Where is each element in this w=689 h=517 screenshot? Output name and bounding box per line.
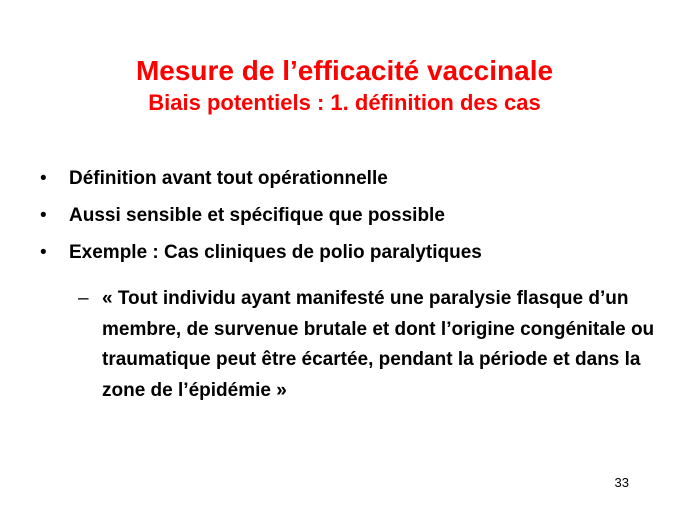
- slide-subtitle: Biais potentiels : 1. définition des cas: [148, 90, 541, 115]
- slide-title: Mesure de l’efficacité vaccinale: [135, 55, 554, 86]
- dash-icon: –: [78, 288, 89, 309]
- bullet-item: [40, 240, 660, 266]
- sub-bullet-item: [80, 284, 662, 406]
- page-number: 33: [614, 475, 629, 490]
- bullet-icon: •: [40, 242, 47, 263]
- bullet-text: Exemple : Cas cliniques de polio paralytiques: [69, 242, 482, 263]
- bullet-item: [40, 203, 660, 229]
- bullet-text: Définition avant tout opérationnelle: [69, 168, 388, 189]
- bullet-list: [40, 166, 660, 277]
- bullet-text: Aussi sensible et spécifique que possible: [69, 205, 445, 226]
- bullet-icon: •: [40, 205, 47, 226]
- bullet-item: [40, 166, 660, 192]
- sub-bullet-text: « Tout individu ayant manifesté une paralysie flasque d’un membre, de survenue brutale et dont l’origine congénitale ou traumatique peut être écartée, pendant la période et dans la zone de l’épidémie »: [102, 288, 655, 401]
- bullet-icon: •: [40, 168, 47, 189]
